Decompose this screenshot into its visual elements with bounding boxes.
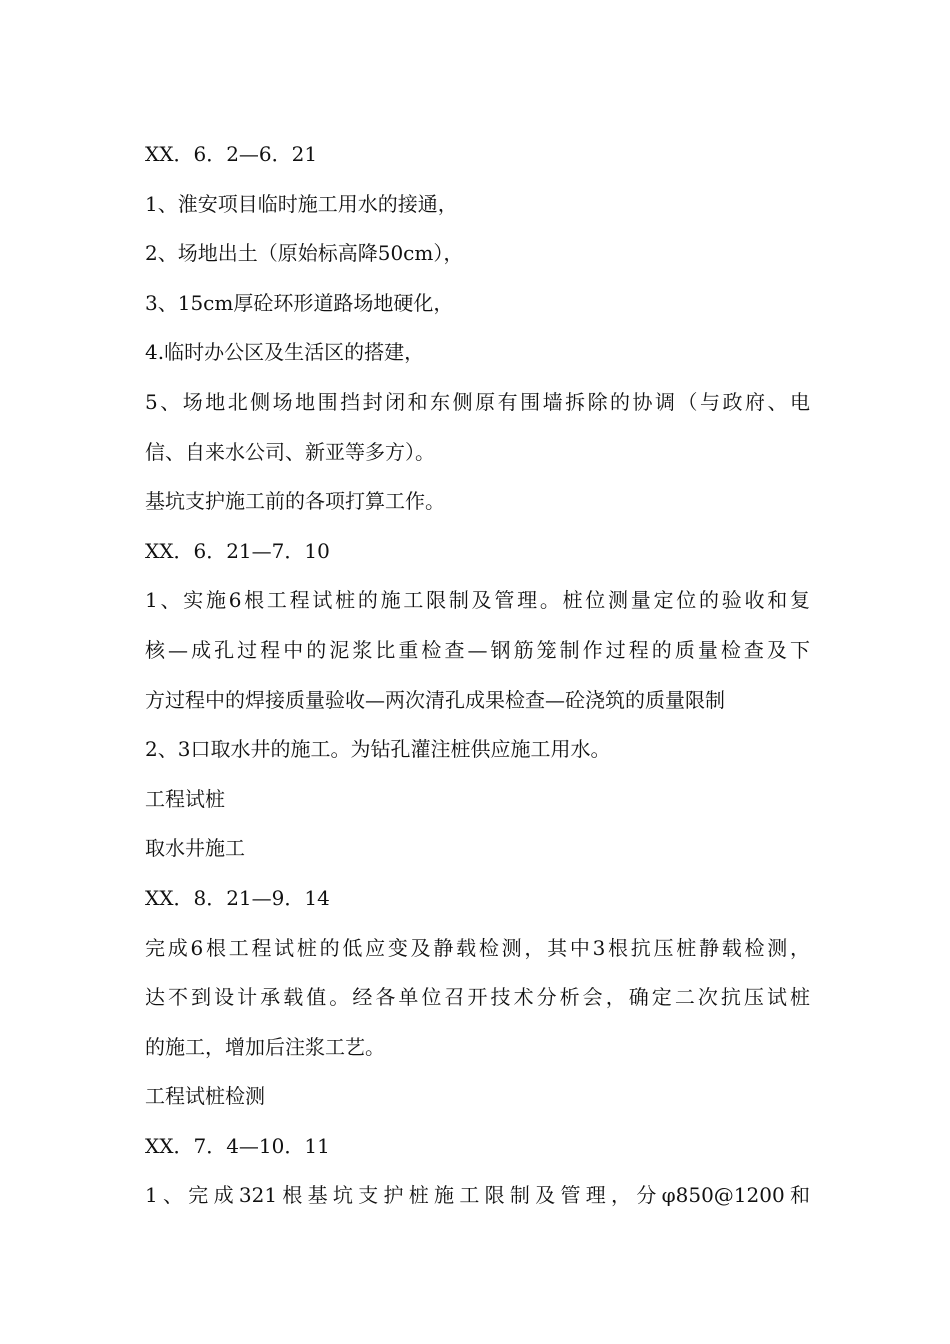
document-body — [145, 130, 810, 1221]
section-label: 取水井施工 — [145, 836, 245, 861]
list-item: 1、实施6根工程试桩的施工限制及管理。桩位测量定位的验收和复 — [145, 588, 810, 613]
paragraph-line: 达不到设计承载值。经各单位召开技术分析会，确定二次抗压试桩 — [145, 985, 810, 1010]
list-item-continuation: 方过程中的焊接质量验收—两次清孔成果检查—砼浇筑的质量限制 — [145, 687, 725, 712]
list-item-continuation: 核—成孔过程中的泥浆比重检查—钢筋笼制作过程的质量检查及下 — [145, 637, 810, 662]
section-label: 工程试桩 — [145, 786, 225, 811]
list-item: 4.临时办公区及生活区的搭建， — [145, 340, 425, 365]
date-heading: XX．6．21—7．10 — [145, 538, 330, 563]
paragraph-line: 基坑支护施工前的各项打算工作。 — [145, 489, 445, 514]
paragraph-line: 完成6根工程试桩的低应变及静载检测，其中3根抗压桩静载检测， — [145, 935, 810, 960]
date-heading: XX．6．2—6．21 — [145, 142, 318, 166]
list-item: 2、3口取水井的施工。为钻孔灌注桩供应施工用水。 — [145, 737, 611, 762]
paragraph-line: 的施工，增加后注浆工艺。 — [145, 1034, 385, 1059]
section-label: 工程试桩检测 — [145, 1084, 265, 1109]
list-item: 2、场地出土（原始标高降50cm）， — [145, 241, 464, 266]
list-item: 5、场地北侧场地围挡封闭和东侧原有围墙拆除的协调（与政府、电 — [145, 389, 810, 414]
list-item-continuation: 信、自来水公司、新亚等多方）。 — [145, 439, 435, 464]
date-heading: XX．8．21—9．14 — [145, 885, 330, 910]
list-item: 3、15cm厚砼环形道路场地硬化， — [145, 290, 454, 315]
list-item: 1、淮安项目临时施工用水的接通， — [145, 191, 458, 216]
date-heading: XX．7．4—10．11 — [145, 1133, 330, 1158]
list-item: 1、完成321根基坑支护桩施工限制及管理，分φ850@1200和 — [145, 1183, 810, 1208]
